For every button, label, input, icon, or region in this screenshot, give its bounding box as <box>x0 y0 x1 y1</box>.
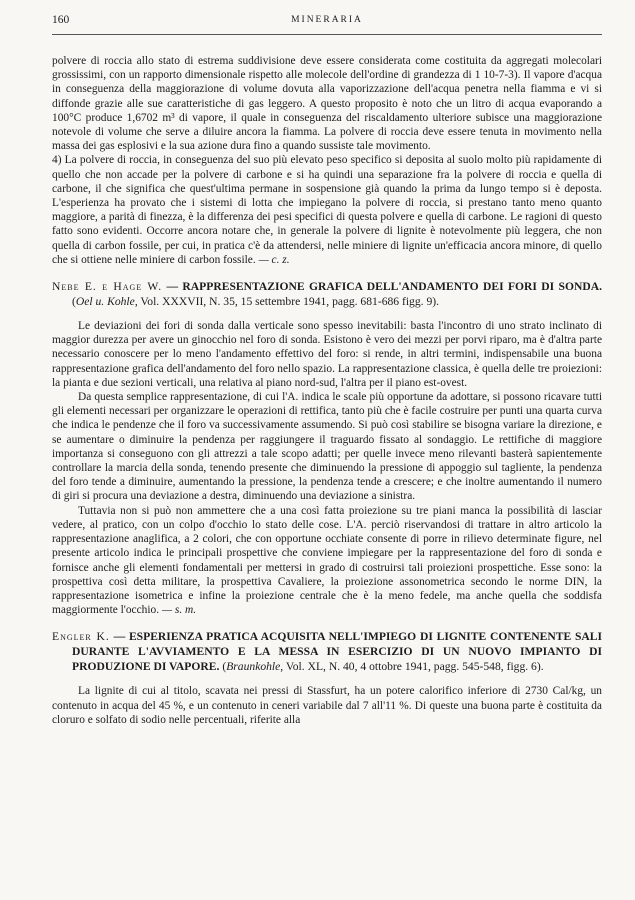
review-authors: Engler K. <box>52 630 110 644</box>
review-journal: Braunkohle <box>226 660 281 674</box>
review-title: — ESPERIENZA PRATICA ACQUISITA NELL'IMPIEGO DI LIGNITE CONTENENTE SALI DURANTE L'AVVIAMENTO E LA MESSA IN ESERCIZIO DI UN NUOVO IMPIANTO DI PRODUZIONE DI VAPORE. <box>72 630 603 674</box>
point-4-text: 4) La polvere di roccia, in conseguenza del suo più elevato peso specifico si deposita al suolo molto più rapidamente di quello che non accade per la polvere di carbone e si ha quindi una separazione fra la polvere di roccia e quella di carbone, il che significa che quest'ultima permane in sospensione già quando la prima da lungo tempo si è deposta. L'esperienza ha provato che i sistemi di lotta che impiegano la polvere di roccia, si prestano tanto meno quanto maggiore, a parità di finezza, è la differenza dei pesi specifici di questa polvere e quella di carbone. Le ragioni di questo fatto sono evidenti. Occorre ancora notare che, in generale la polvere di lignite è notevolmente più leggera, che non quella di carbon fossile, per cui, in pratica c'è da attendersi, nelle miniere di lignite un'efficacia ancora minore, di quello che si ottiene nelle miniere di carbon fossile. <box>52 154 602 266</box>
review-heading <box>52 629 602 674</box>
running-title: MINERARIA <box>291 15 363 25</box>
review-paragraph: Da questa semplice rappresentazione, di cui l'A. indica le scale più opportune da adottare, si possono ricavare tutti gli elementi necessari per organizzare le operazioni di rettifica, tanto più che è facile costruire per punti una quarta curva che indica le pendenze che il foro va successivamente assumendo. Si può così stabilire se bisogna variare la direzione, e se aumentare o diminuire la pendenza per raggiungere il traguardo fissato al sondaggio. Le rettifiche di maggiore importanza si conseguono con gli attrezzi a tale scopo adatti; per quelle invece meno rilevanti basterà sapientemente controllare la marcia della sonda, tenendo presente che diminuendo la pressione di appoggio sul tagliente, la pendenza del foro tende a diminuire, aumentando la pressione, la pendenza tende a crescere; e che inoltre aumentando il numero di giri si procura una deviazione a destra, diminuendo una deviazione a sinistra. <box>52 391 602 503</box>
review-paragraph <box>52 504 602 618</box>
page-header <box>52 14 602 36</box>
document-page <box>52 14 602 727</box>
review-authors: Nebe E. e Hage W. <box>52 280 163 294</box>
review-source: (Braunkohle, Vol. XL, N. 40, 4 ottobre 1941, pagg. 545-548, figg. 6). <box>222 660 544 674</box>
review-citation: , Vol. XL, N. 40, 4 ottobre 1941, pagg. 545-548, figg. 6). <box>280 660 544 674</box>
continuation-paragraph: polvere di roccia allo stato di estrema suddivisione deve essere considerata come costituita da aggregati molecolari grossissimi, con un rapporto dimensionale rispetto alle molecole dell'ordine di grandezza di 1 10-7-3). Il vapore d'acqua in conseguenza della maggiorazione di volume dovuta alla vaporizzazione dell'acqua penetra nella fiamma e vi si diffonde grazie alle sue caratteristiche di gas leggero. A questo proposito è noto che un litro di acqua evaporando a 100°C produce 1,6702 m³ di vapore, il quale in conseguenza del riscaldamento ulteriore subisce una maggiorazione notevole di volume che serve a diluire ancora la fiamma. La polvere di roccia deve essere tenuta in movimento nella massa dei gas esplosivi e la sua azione dura fino a quando sussiste tale movimento. <box>52 55 602 153</box>
review-journal: Oel u. Kohle <box>75 295 135 309</box>
point-4-paragraph <box>52 153 602 267</box>
review-paragraph: La lignite di cui al titolo, scavata nei pressi di Stassfurt, ha un potere calorifico inferiore di 2730 Cal/kg, un contenuto in acqua del 45 %, e un contenuto in ceneri variabile dal 7 all'11 %. Di queste una buona parte è costituita da cloruro e solfato di sodio nelle percentuali, riferite alla <box>52 685 602 726</box>
header-rule <box>52 34 602 35</box>
page-number: 160 <box>52 14 70 26</box>
review-heading <box>52 279 602 309</box>
continuation-section <box>52 54 602 267</box>
review-title: — RAPPRESENTAZIONE GRAFICA DELL'ANDAMENTO DEI FORI DI SONDA. <box>166 280 602 294</box>
review-citation: , Vol. XXXVII, N. 35, 15 settembre 1941, pagg. 681-686 figg. 9). <box>134 295 440 309</box>
review-engler <box>52 629 602 727</box>
review-nebe-hage <box>52 279 602 617</box>
signature-sm: — s. m. <box>161 604 197 617</box>
review-source: (Oel u. Kohle, Vol. XXXVII, N. 35, 15 settembre 1941, pagg. 681-686 figg. 9). <box>72 295 440 309</box>
review-paragraph: Le deviazioni dei fori di sonda dalla verticale sono spesso inevitabili: basta l'incontro di uno strato inclinato di maggior durezza per avere un ginocchio nel foro di sonda. Esistono è vero dei mezzi per porvi riparo, ma è d'altra parte necessario conoscere per lo meno l'andamento effettivo del foro: si rende, in altri termini, indispensabile una buona rappresentazione grafica dell'andamento del foro nello spazio. La rappresentazione classica, è quella delle tre proiezioni: la pianta e due sezioni verticali, una relativa al piano nord-sud, l'altra per il piano est-ovest. <box>52 320 602 389</box>
review-paragraph-text: Tuttavia non si può non ammettere che a una così fatta proiezione su tre piani manca la possibilità di lasciar vedere, al pratico, con un colpo d'occhio lo stato delle cose. L'A. perciò riservandosi di trattare in altro articolo la rappresentazione anaglifica, a 2 colori, che con opportune occhiate consente di porre in rilievo determinate figure, nel presente articolo indica le principali prospettive che conviene impiegare per la rappresentazione del foro di sonda e fornisce anche gli elementi fondamentali per mettersi in grado di costruirsi tali proiezioni prospettiche. Esse sono: la prospettiva così detta militare, la prospettiva Cavaliere, la proiezione assonometrica secondo le norme DIN, la rappresentazione isometrica e infine la proiezione centrale che è la meno fedele, ma anche quella che soddisfa maggiormente l'occhio. <box>52 504 602 617</box>
signature-cz: — c. z. <box>258 253 290 266</box>
